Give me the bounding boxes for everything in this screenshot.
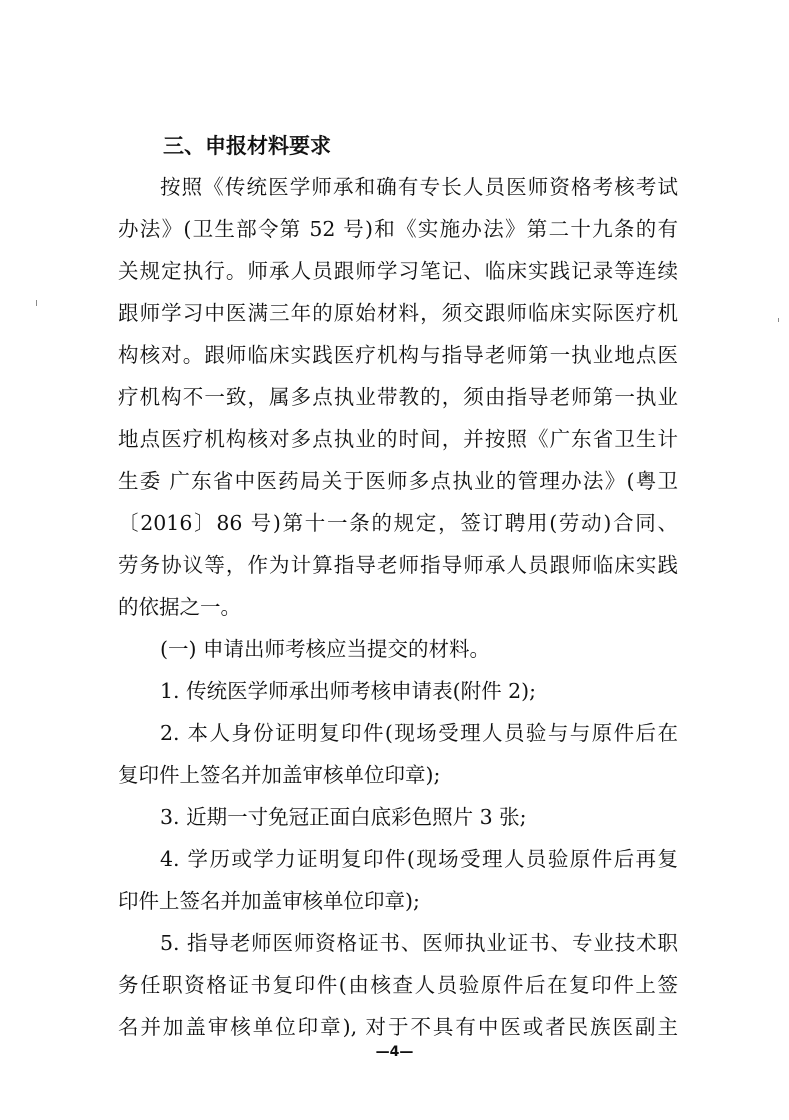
list-item-line: 4. 学历或学力证明复印件(现场受理人员验原件后再复 [160, 847, 678, 871]
paragraph-line: 生委 广东省中医药局关于医师多点执业的管理办法》(粤卫 [118, 469, 678, 493]
page-number: —4— [375, 1044, 414, 1060]
paragraph-line: 〔2016〕86 号)第十一条的规定，签订聘用(劳动)合同、 [118, 511, 678, 535]
paragraph-line: 劳务协议等，作为计算指导老师指导师承人员跟师临床实践 [118, 553, 678, 577]
list-item-line: 1. 传统医学师承出师考核申请表(附件 2); [160, 679, 537, 703]
list-item-line: 务任职资格证书复印件(由核查人员验原件后在复印件上签 [118, 973, 678, 997]
paragraph-line: 按照《传统医学师承和确有专长人员医师资格考核考试 [160, 175, 678, 199]
paragraph-line: 办法》(卫生部令第 52 号)和《实施办法》第二十九条的有 [118, 217, 678, 241]
paragraph-line: 关规定执行。师承人员跟师学习笔记、临床实践记录等连续 [118, 259, 678, 283]
scan-speck [778, 318, 779, 322]
list-item-line: 复印件上签名并加盖审核单位印章); [118, 763, 441, 787]
list-item-line: 5. 指导老师医师资格证书、医师执业证书、专业技术职 [160, 931, 678, 955]
list-item-line: 3. 近期一寸免冠正面白底彩色照片 3 张; [160, 805, 527, 829]
list-item-line: 2. 本人身份证明复印件(现场受理人员验与与原件后在 [160, 721, 678, 745]
paragraph-line: 地点医疗机构核对多点执业的时间，并按照《广东省卫生计 [118, 427, 678, 451]
paragraph-line: 构核对。跟师临床实践医疗机构与指导老师第一执业地点医 [118, 343, 678, 367]
paragraph-line: 疗机构不一致，属多点执业带教的，须由指导老师第一执业 [118, 385, 678, 409]
paragraph-line: 的依据之一。 [118, 595, 241, 619]
list-item-line: 印件上签名并加盖审核单位印章); [118, 889, 420, 913]
scan-speck [36, 300, 37, 306]
list-item-line: 名并加盖审核单位印章), 对于不具有中医或者民族医副主 [118, 1015, 678, 1039]
paragraph-line: 跟师学习中医满三年的原始材料，须交跟师临床实际医疗机 [118, 301, 678, 325]
section-heading: 三、申报材料要求 [163, 134, 331, 158]
subsection-heading: (一) 申请出师考核应当提交的材料。 [160, 637, 491, 661]
